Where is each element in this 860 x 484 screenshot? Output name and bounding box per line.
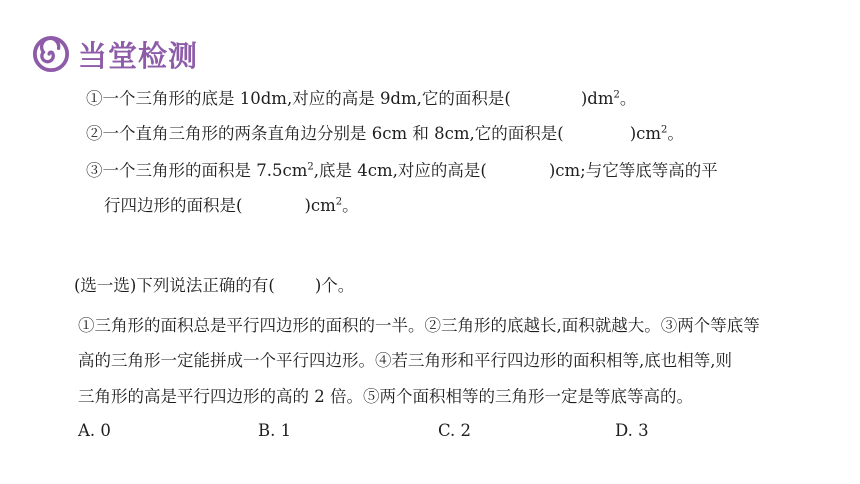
answer-choices <box>78 421 778 443</box>
question-1-item-3-continued: 行四边形的面积是( )$cm^2$。 <box>104 196 359 215</box>
choice-a[interactable]: A. 0 <box>78 421 111 440</box>
question-2-statement-line: 三角形的高是平行四边形的高的 2 倍。⑤两个面积相等的三角形一定是等底等高的。 <box>78 387 693 406</box>
question-1-item-2: ②一个直角三角形的两条直角边分别是 6cm 和 8cm,它的面积是( )$cm^2$。 <box>86 124 684 143</box>
page-title: 当堂检测 <box>78 38 199 73</box>
question-1-item-3: ③一个三角形的面积是 $7.5cm^2$,底是 4cm,对应的高是( )cm;与它等底等高的平 <box>86 161 718 180</box>
choice-b[interactable]: B. 1 <box>258 421 292 440</box>
spiral-icon <box>32 35 70 73</box>
choice-d[interactable]: D. 3 <box>615 421 649 440</box>
choice-c[interactable]: C. 2 <box>438 421 472 440</box>
question-2-statement-line: 高的三角形一定能拼成一个平行四边形。④若三角形和平行四边形的面积相等,底也相等,则 <box>78 351 732 370</box>
question-1-item-1: ①一个三角形的底是 10dm,对应的高是 9dm,它的面积是( )$dm^2$。 <box>86 89 637 108</box>
question-2-statement-line: ①三角形的面积总是平行四边形的面积的一半。②三角形的底越长,面积就越大。③两个等底等 <box>78 316 760 335</box>
question-2-stem: (选一选)下列说法正确的有( )个。 <box>74 276 355 295</box>
section-header <box>32 32 198 76</box>
